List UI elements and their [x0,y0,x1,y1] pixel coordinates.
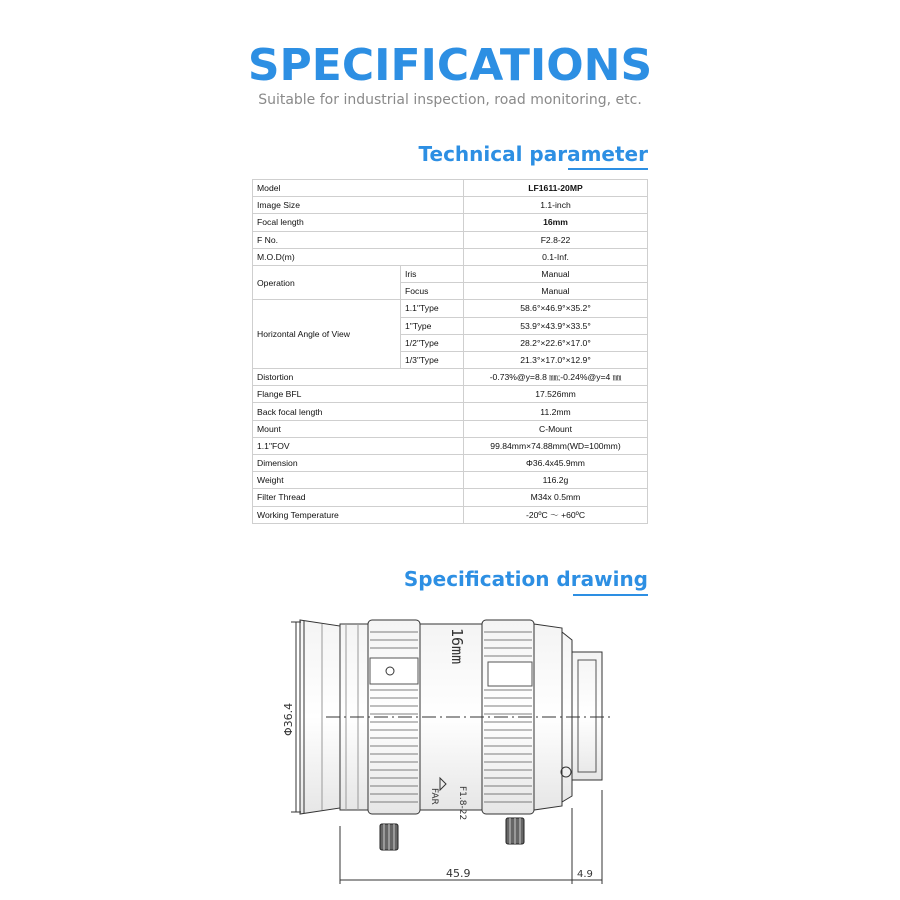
table-row [253,265,648,282]
table-row [253,403,648,420]
row-value-weight: 116.2g [464,472,648,489]
row-label-dimension: Dimension [253,455,464,472]
page-subtitle: Suitable for industrial inspection, road monitoring, etc. [258,92,642,108]
row-label-filter-thread: Filter Thread [253,489,464,506]
table-row [253,214,648,231]
table-row [253,506,648,523]
row-label-back-focal: Back focal length [253,403,464,420]
row-sublabel-aov: 1.1"Type [401,300,464,317]
diameter-dim-label: Φ36.4 [282,702,295,736]
table-row [253,455,648,472]
iris-lock-knob [506,818,524,844]
row-value-dimension: Φ36.4x45.9mm [464,455,648,472]
row-value-focus: Manual [464,283,648,300]
technical-parameter-heading: Technical parameter [418,142,648,166]
drawing-heading-underline [573,594,648,596]
table-row [253,369,648,386]
row-value-aov: 28.2°×22.6°×17.0° [464,334,648,351]
row-sublabel-aov: 1/2"Type [401,334,464,351]
row-value-aov: 58.6°×46.9°×35.2° [464,300,648,317]
row-value-distortion: -0.73%@y=8.8 ㎜;-0.24%@y=4 ㎜ [464,369,648,386]
row-label-distortion: Distortion [253,369,464,386]
row-label-image-size: Image Size [253,197,464,214]
row-value-mount: C-Mount [464,420,648,437]
row-value-iris: Manual [464,265,648,282]
row-label-mod: M.O.D(m) [253,248,464,265]
row-label-weight: Weight [253,472,464,489]
focus-lock-knob [380,824,398,850]
table-row [253,300,648,317]
technical-heading-underline [568,168,648,170]
length-dim-label: 45.9 [446,867,471,880]
table-row [253,180,648,197]
flange-dim-label: 4.9 [577,869,593,880]
table-row [253,437,648,454]
lens-focal-mark: 16mm [448,628,466,665]
row-value-back-focal: 11.2mm [464,403,648,420]
row-value-working-temp: -20ºC ～ +60ºC [464,506,648,523]
row-value-focal-length: 16mm [464,214,648,231]
row-value-filter-thread: M34x 0.5mm [464,489,648,506]
lens-drawing [270,608,630,888]
row-sublabel-focus: Focus [401,283,464,300]
page-title: SPECIFICATIONS [247,40,653,91]
row-label-focal-length: Focal length [253,214,464,231]
table-row [253,197,648,214]
row-label-operation: Operation [253,265,401,299]
table-row [253,231,648,248]
table-row [253,420,648,437]
row-sublabel-aov: 1"Type [401,317,464,334]
row-label-working-temp: Working Temperature [253,506,464,523]
table-row [253,248,648,265]
table-row [253,489,648,506]
row-label-f-no: F No. [253,231,464,248]
table-row [253,472,648,489]
row-value-fov: 99.84mm×74.88mm(WD=100mm) [464,437,648,454]
lens-far-mark: FAR [429,788,439,805]
c-mount-thread [572,652,602,780]
row-label-mount: Mount [253,420,464,437]
row-label-flange-bfl: Flange BFL [253,386,464,403]
row-value-aov: 21.3°×17.0°×12.9° [464,351,648,368]
specification-drawing-heading: Specification drawing [403,567,648,591]
spec-table [252,179,648,524]
row-value-image-size: 1.1-inch [464,197,648,214]
row-value-aov: 53.9°×43.9°×33.5° [464,317,648,334]
lens-iris-mark: F1.8-22 [457,786,467,821]
row-label-model: Model [253,180,464,197]
row-value-flange-bfl: 17.526mm [464,386,648,403]
row-label-angle-of-view: Horizontal Angle of View [253,300,401,369]
table-row [253,386,648,403]
row-sublabel-iris: Iris [401,265,464,282]
row-sublabel-aov: 1/3"Type [401,351,464,368]
row-value-model: LF1611-20MP [464,180,648,197]
row-value-mod: 0.1-Inf. [464,248,648,265]
row-label-fov: 1.1"FOV [253,437,464,454]
row-value-f-no: F2.8-22 [464,231,648,248]
